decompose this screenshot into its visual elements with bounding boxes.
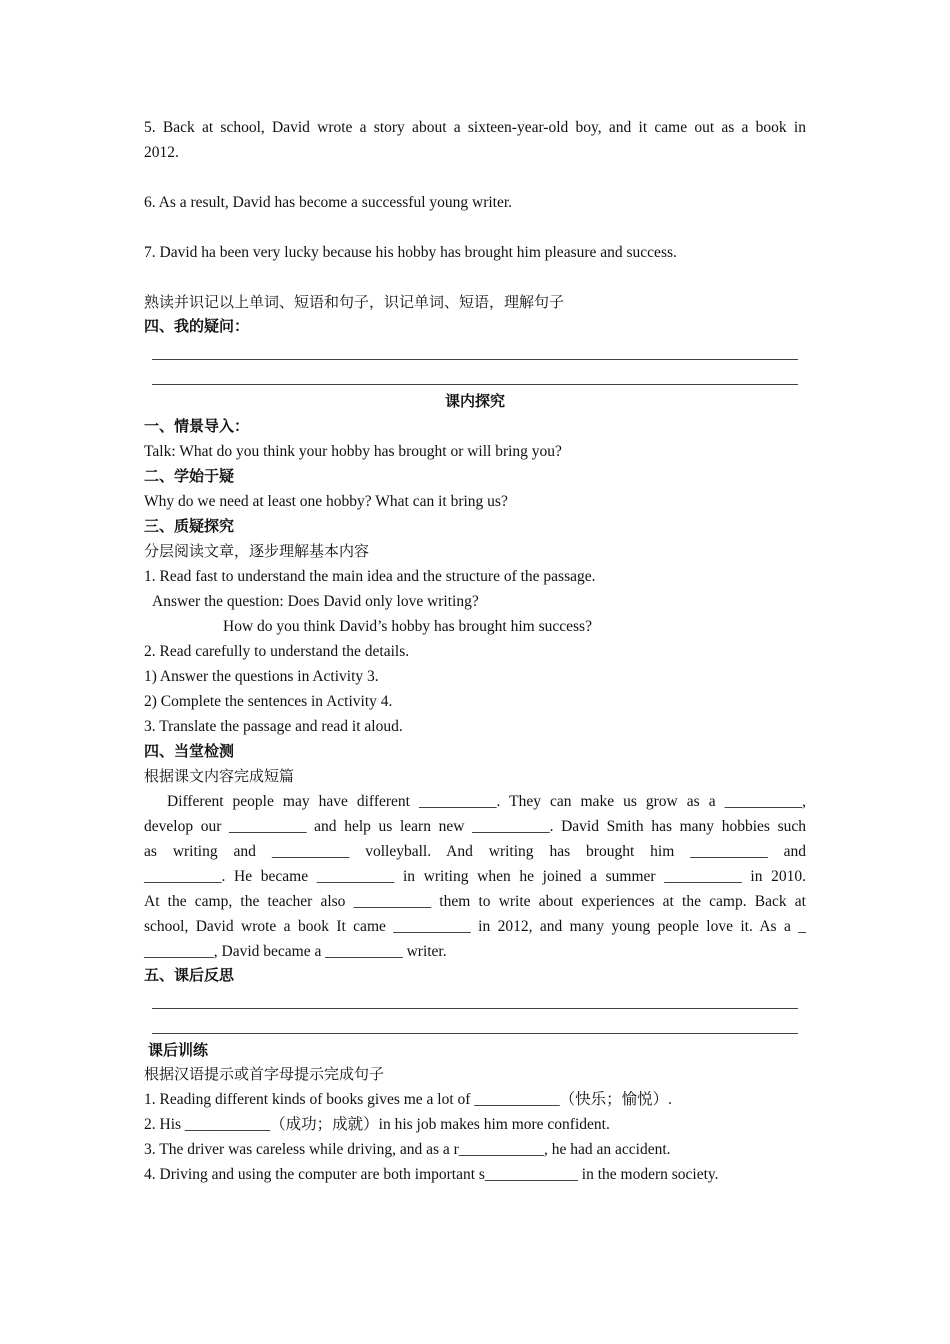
sentence-6: 6. As a result, David has become a successful young writer. [144,194,513,211]
passage-line: __________. He became __________ in writing when he joined a summer __________ in 2010. [144,868,806,885]
part3-step: 2. Read carefully to understand the details. [144,643,410,660]
homework-item: 4. Driving and using the computer are both important s____________ in the modern society. [144,1166,719,1183]
part2-heading: 二、学始于疑 [144,467,235,485]
part3-step: Answer the question: Does David only love writing? [152,593,479,610]
part4-intro: 根据课文内容完成短篇 [144,767,295,785]
part2-text: Why do we need at least one hobby? What can it bring us? [144,493,508,510]
passage-line: At the camp, the teacher also __________ them to write about experiences at the camp. Back at [144,893,806,910]
part3-step: How do you think David’s hobby has brought him success? [223,618,592,635]
passage-line: as writing and __________ volleyball. And writing has brought him __________ and [144,843,806,860]
part3-step: 2) Complete the sentences in Activity 4. [144,693,393,710]
memorize-note: 熟读并识记以上单词、短语和句子，识记单词、短语，理解句子 [144,293,565,311]
part3-step: 3. Translate the passage and read it aloud. [144,718,403,735]
part5-heading: 五、课后反思 [144,966,235,984]
sentence-5-line2: 2012. [144,144,179,161]
sentence-5-line1: 5. Back at school, David wrote a story about a sixteen-year-old boy, and it came out as a book in [144,119,806,136]
answer-line [152,1008,798,1009]
passage-line: school, David wrote a book It came __________ in 2012, and many young people love it. As a _ [144,918,806,935]
homework-item: 1. Reading different kinds of books gives me a lot of ___________（快乐；愉悦）. [144,1091,672,1108]
passage-line: Different people may have different __________. They can make us grow as a __________, [167,793,806,810]
part1-heading: 一、情景导入： [144,417,250,435]
homework-item: 3. The driver was careless while driving, and as a r___________, he had an accident. [144,1141,671,1158]
part3-heading: 三、质疑探究 [144,517,235,535]
part3-step: 1. Read fast to understand the main idea and the structure of the passage. [144,568,596,585]
homework-intro: 根据汉语提示或首字母提示完成句子 [144,1065,385,1083]
passage-line: develop our __________ and help us learn new __________. David Smith has many hobbies such [144,818,806,835]
homework-heading: 课后训练 [148,1041,209,1059]
part1-text: Talk: What do you think your hobby has brought or will bring you? [144,443,562,460]
answer-line [152,1033,798,1034]
part4-heading: 四、当堂检测 [144,742,235,760]
part3-intro: 分层阅读文章，逐步理解基本内容 [144,542,370,560]
questions-heading: 四、我的疑问： [144,317,250,335]
passage-line: _________, David became a __________ writer. [144,943,447,960]
part3-step: 1) Answer the questions in Activity 3. [144,668,379,685]
sentence-7: 7. David ha been very lucky because his hobby has brought him pleasure and success. [144,244,677,261]
homework-item: 2. His ___________（成功；成就）in his job makes him more confident. [144,1116,610,1133]
section-title: 课内探究 [444,392,505,410]
answer-line [152,359,798,360]
answer-line [152,384,798,385]
